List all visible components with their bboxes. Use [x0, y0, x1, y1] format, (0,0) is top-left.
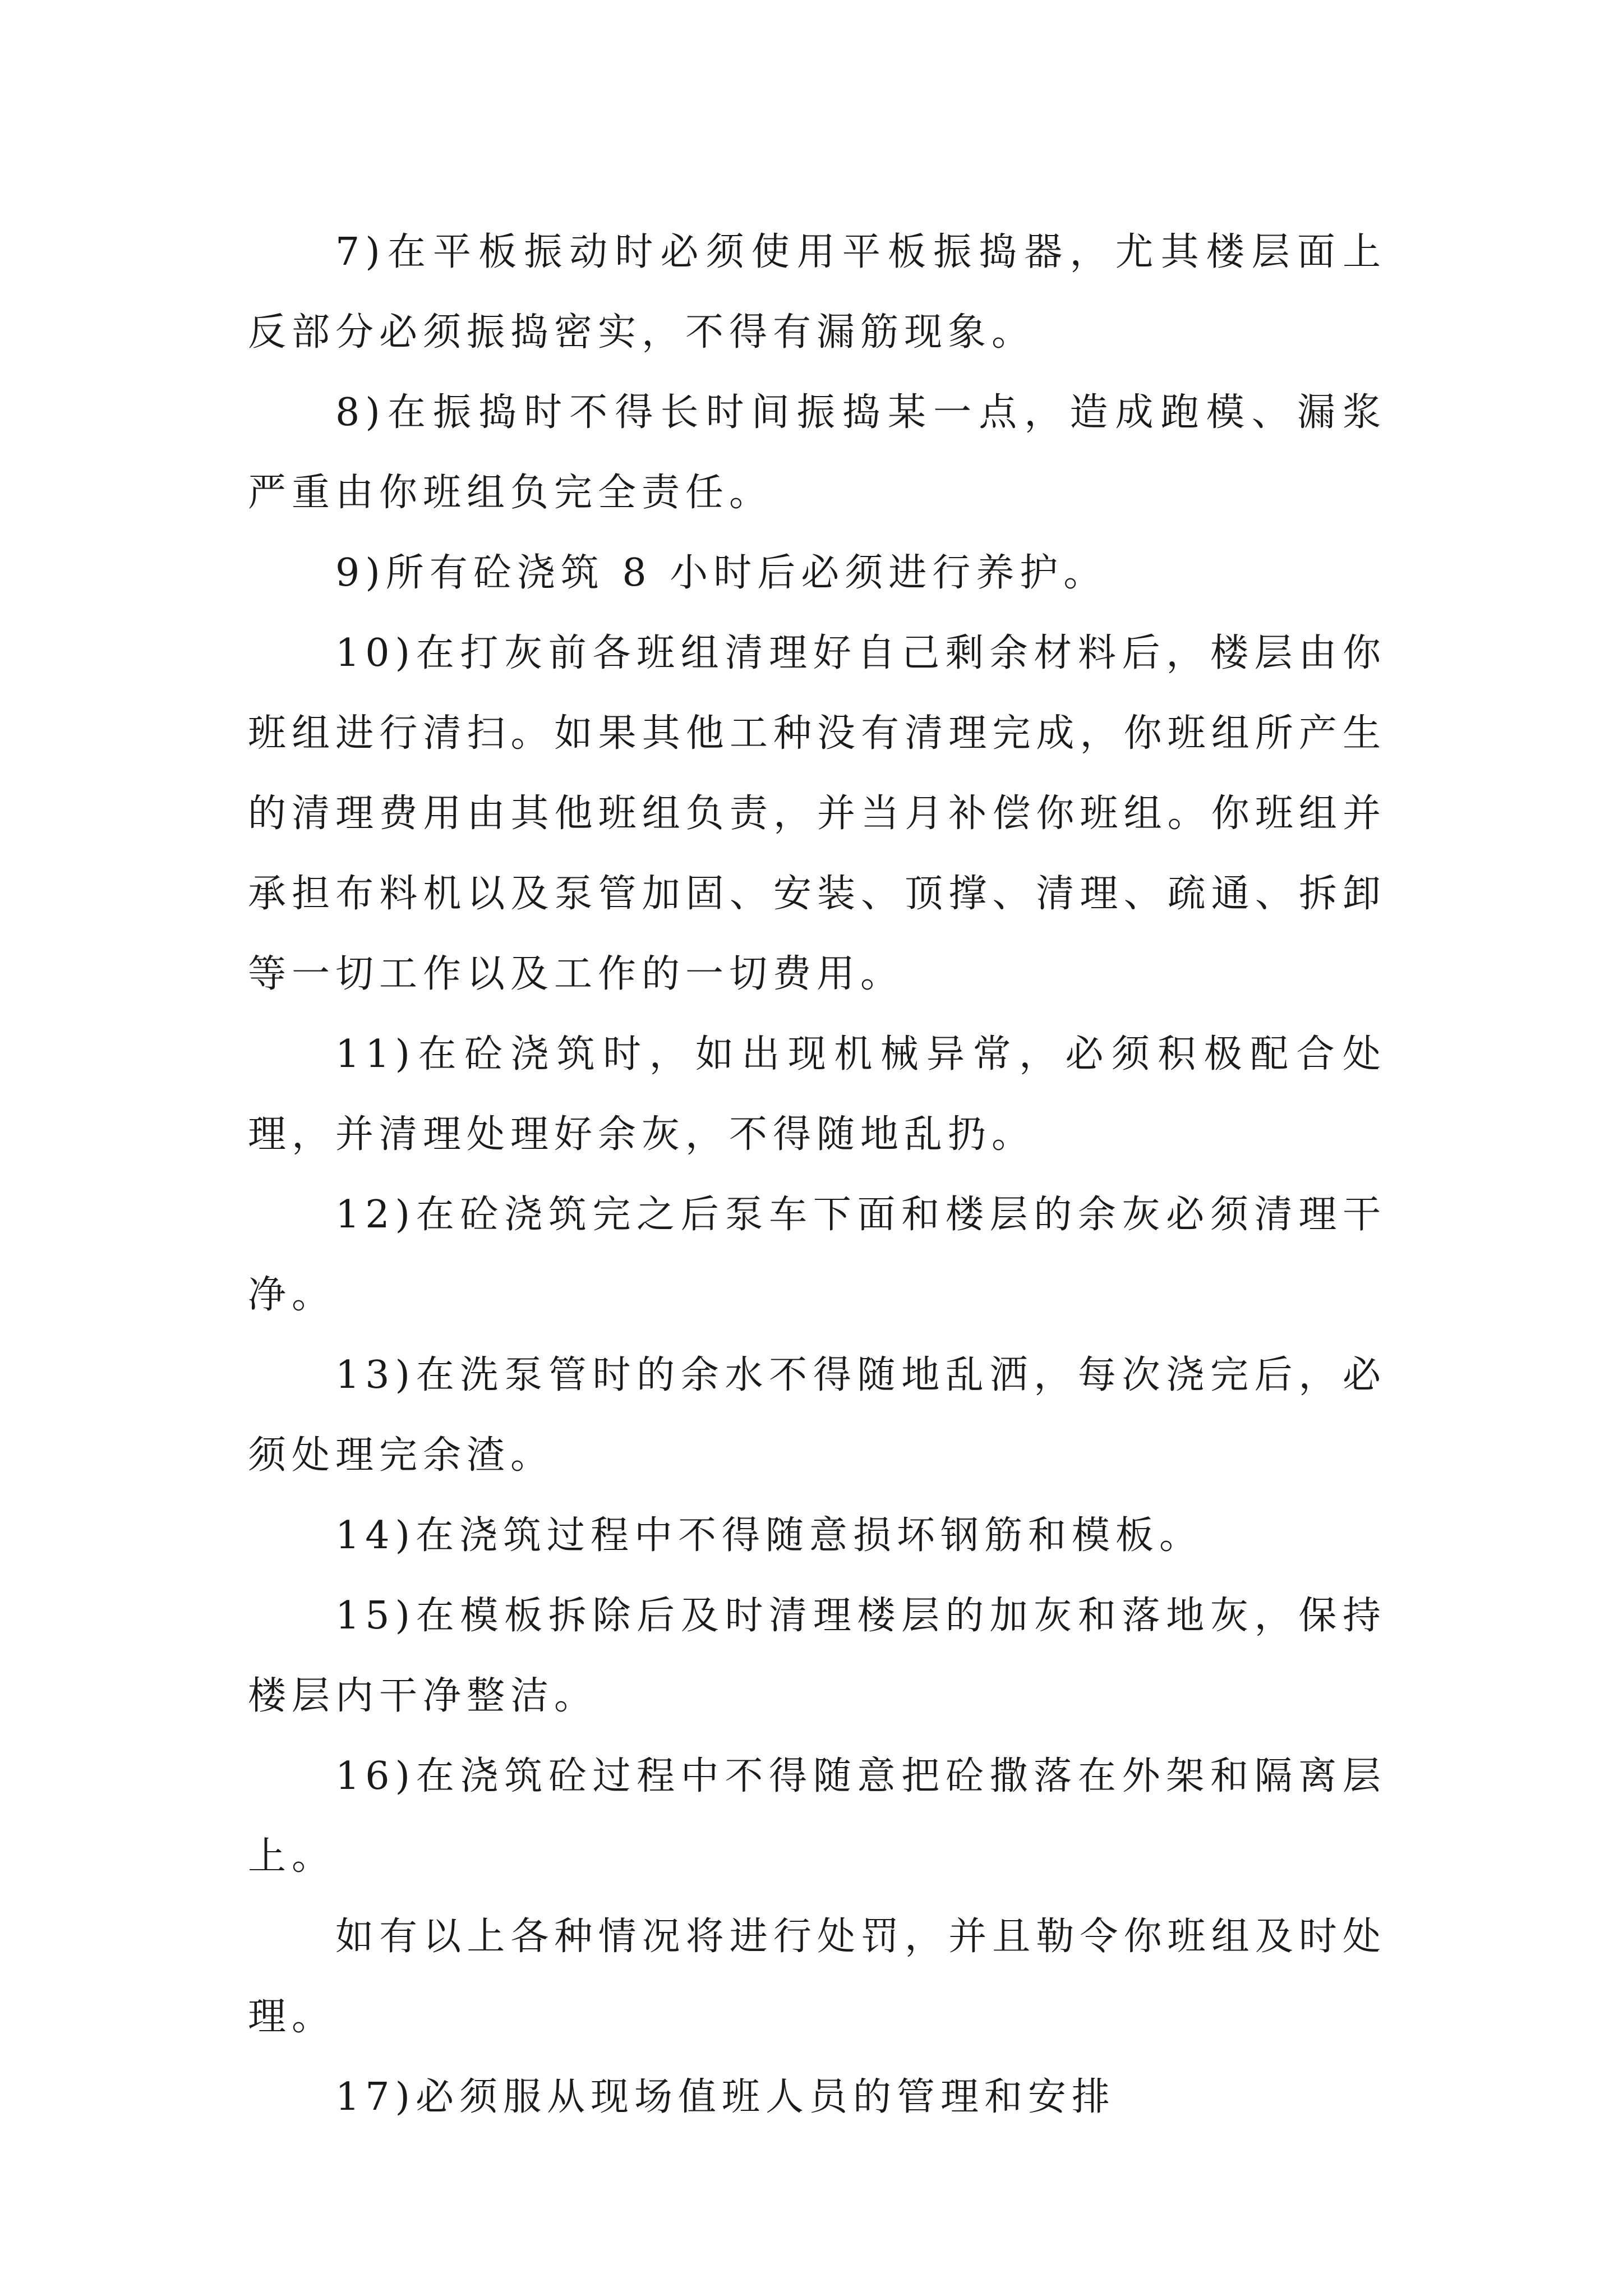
- paragraph-item-12: 12)在砼浇筑完之后泵车下面和楼层的余灰必须清理干净。: [248, 1193, 1386, 1317]
- paragraph-item-7: 7)在平板振动时必须使用平板振捣器，尤其楼层面上反部分必须振捣密实，不得有漏筋现象。: [248, 230, 1386, 355]
- paragraph-item-17: 17)必须服从现场值班人员的管理和安排: [335, 2075, 1116, 2119]
- paragraph-item-11: 11)在砼浇筑时，如出现机械异常，必须积极配合处理，并清理处理好余灰，不得随地乱扔。: [248, 1032, 1386, 1157]
- paragraph-item-9: 9)所有砼浇筑 8 小时后必须进行养护。: [335, 551, 1108, 595]
- paragraph-item-8: 8)在振捣时不得长时间振捣某一点，造成跑模、漏浆严重由你班组负完全责任。: [248, 390, 1386, 515]
- paragraph-item-15: 15)在模板拆除后及时清理楼层的加灰和落地灰，保持楼层内干净整洁。: [248, 1594, 1386, 1718]
- paragraph-item-10: 10)在打灰前各班组清理好自己剩余材料后，楼层由你班组进行清扫。如果其他工种没有清理完成，你班组所产生的清理费用由其他班组负责，并当月补偿你班组。你班组并承担布料机以及泵管加固、安装、顶撑、清理、疏通、拆卸等一切工作以及工作的一切费用。: [248, 631, 1386, 996]
- paragraph-penalty-note: 如有以上各种情况将进行处罚，并且勒令你班组及时处理。: [248, 1915, 1386, 2039]
- paragraph-item-16: 16)在浇筑砼过程中不得随意把砼撒落在外架和隔离层上。: [248, 1754, 1386, 1879]
- document-body: [248, 212, 1386, 2137]
- paragraph-item-13: 13)在洗泵管时的余水不得随地乱洒，每次浇完后，必须处理完余渣。: [248, 1353, 1386, 1478]
- paragraph-item-14: 14)在浇筑过程中不得随意损坏钢筋和模板。: [335, 1513, 1204, 1558]
